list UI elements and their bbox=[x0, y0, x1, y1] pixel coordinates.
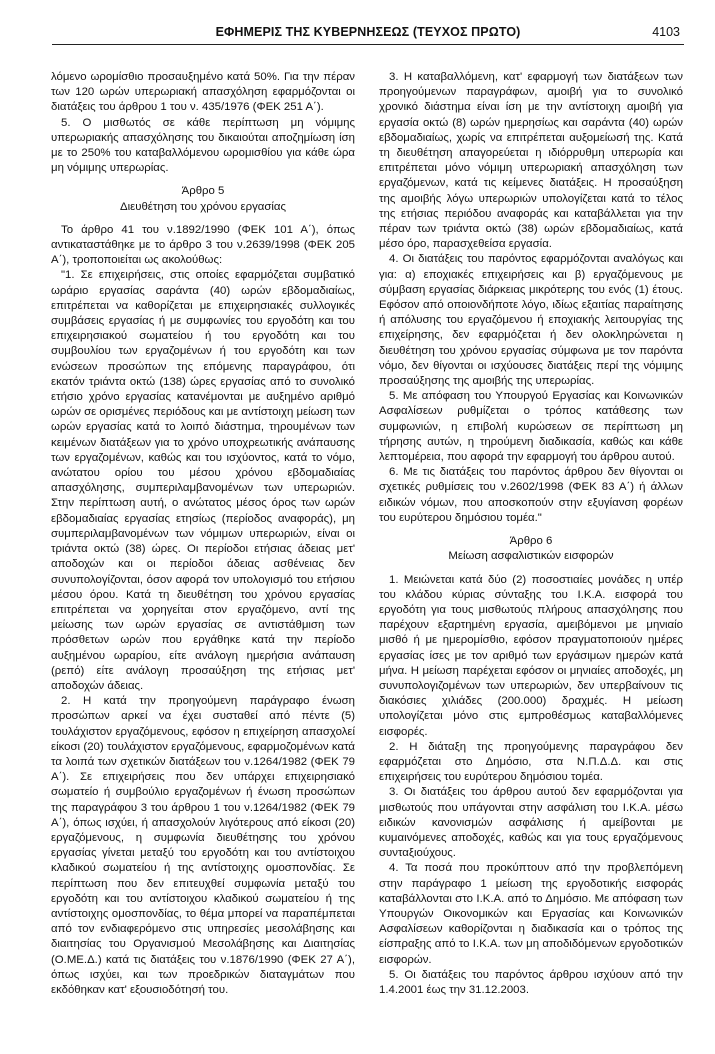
right-column bbox=[379, 70, 683, 998]
article-number: Άρθρο 6 bbox=[509, 535, 553, 548]
paragraph: 1. Μειώνεται κατά δύο (2) ποσοστιαίες μονάδες η υπέρ του κλάδου κύριας σύνταξης του Ι.Κ.Α. εισφορά του εργοδότη για τους μισθωτούς πλήρους απασχόλησης που παρέχουν εξαρτημένη εργασία, αμειβόμενοι με μηνιαίο μισθό ή με ημερομίσθιο, εφόσον πραγματοποιούν ημέρες εργασίας ίσες με τον αριθμό των εργάσιμων ημερών κατά μήνα. Η μείωση παρέχεται εφόσον οι μηνιαίες αποδοχές, μη συνυπολογιζομένων των υπερωριών, δεν υπερβαίνουν τις διακόσιες χιλιάδες (200.000) δραχμές. Η μείωση υπολογίζεται μόνο στις εμπροθέσμως καταβαλλόμενες εισφορές. bbox=[379, 573, 683, 738]
paragraph: 3. Οι διατάξεις του άρθρου αυτού δεν εφαρμόζονται για μισθωτούς που υπάγονται στην ασφάλιση του Ι.Κ.Α. μέσω ειδικών κανονισμών ασφάλισης ή αμείβονται με κυμαινόμενες αποδοχές, καθώς και για τους εργαζόμενους συνταξιούχους. bbox=[379, 786, 683, 860]
article-title: Μείωση ασφαλιστικών εισφορών bbox=[448, 550, 614, 563]
page-number: 4103 bbox=[652, 25, 680, 39]
page-header bbox=[52, 24, 684, 45]
paragraph: 4. Οι διατάξεις του παρόντος εφαρμόζονται αναλόγως και για: α) εποχιακές επιχειρήσεις και β) εργαζόμενους με σύμβαση εργασίας διάρκειας μικρότερης του ενός (1) έτους. Εφόσον από οποιονδήποτε λόγο, ιδίως εξαιτίας παραίτησης ή απόλυσης του εργαζόμενου ή εποχιακής λειτουργίας της επιχείρησης, δεν εφαρμόζεται ή δεν ολοκληρώνεται η διευθέτηση του χρόνου εργασίας σύμφωνα με τον παρόντα νόμο, δεν θίγονται οι ισχύουσες διατάξεις περί της νόμιμης προσαύξησης της αμοιβής της υπερωρίας. bbox=[379, 253, 683, 388]
left-column bbox=[51, 70, 355, 998]
article-number: Άρθρο 5 bbox=[181, 185, 225, 198]
paragraph: 3. Η καταβαλλόμενη, κατ' εφαρμογή των διατάξεων των προηγούμενων παραγράφων, αμοιβή για το συνολικό χρονικό διάστημα είναι ίση με την αντίστοιχη αμοιβή για εργασία οκτώ (8) ωρών ημερησίως και σαράντα (40) ωρών εβδομαδιαίως, χωρίς να επιτρέπεται αυξομείωσή της. Κατά τη διευθέτηση απαγορεύεται η ιδιόρρυθμη υπερωρία και επιτρέπεται μόνο νόμιμη υπερωριακή απασχόληση των εργαζόμενων, κατά τις κείμενες διατάξεις. Η προσαύξηση της αμοιβής λόγω υπερωριών υπολογίζεται κατά το τέλος της ετήσιας περιόδου αναφοράς και καταβάλλεται για την πέραν των τριάντα οκτώ (38) ωρών εβδομαδιαίως, κατά μέσο όρο, παρασχεθείσα εργασία. bbox=[379, 71, 683, 251]
paragraph: 2. Η κατά την προηγούμενη παράγραφο ένωση προσώπων αρκεί να έχει συσταθεί από πέντε (5) τουλάχιστον εργαζόμενους, εφόσον η επιχείρηση απασχολεί είκοσι (20) τουλάχιστον εργαζόμενους, εφαρμοζομένων κατά τα λοιπά των σχετικών διατάξεων του ν.1264/1982 (ΦΕΚ 79 Α΄). Σε επιχειρήσεις που δεν υπάρχει επιχειρησιακό σωματείο ή συμβούλιο εργαζομένων ή ένωση προσώπων της παραγράφου 3 του άρθρου 1 του ν.1264/1982 (ΦΕΚ 79 Α΄), όπως ισχύει, ή απασχολούν λιγότερους από είκοσι (20) εργαζόμενους, η συμφωνία διευθέτησης του χρόνου εργασίας γίνεται μεταξύ του εργοδότη και του αντίστοιχου κλαδικού σωματείου ή της αντίστοιχης ομοσπονδίας. Σε περίπτωση που δεν επιτευχθεί συμφωνία μεταξύ του εργοδότη και του αντίστοιχου κλαδικού σωματείου ή της αντίστοιχης ομοσπονδίας, το θέμα μπορεί να παραπέμπεται από τον ενδιαφερόμενο στις υπηρεσίες μεσολάβησης και διαιτησίας του Οργανισμού Μεσολάβησης και Διαιτησίας (Ο.ΜΕ.Δ.) κατά τις διατάξεις του ν.1876/1990 (ΦΕΚ 27 Α΄), όπως ισχύει, και των προεδρικών διαταγμάτων που εκδόθηκαν κατ' εξουσιοδότησή του. bbox=[51, 695, 355, 996]
paragraph: 6. Με τις διατάξεις του παρόντος άρθρου δεν θίγονται οι σχετικές ρυθμίσεις του ν.2602/1998 (ΦΕΚ 83 Α΄) ή άλλων ειδικών νόμων, που αποσκοπούν στην εξυγίανση φορέων του ευρύτερου δημόσιου τομέα." bbox=[379, 466, 683, 524]
paragraph: Το άρθρο 41 του ν.1892/1990 (ΦΕΚ 101 Α΄), όπως αντικαταστάθηκε με το άρθρο 3 του ν.2639/1998 (ΦΕΚ 205 Α΄), τροποποιείται ως ακολούθως: bbox=[51, 223, 355, 267]
paragraph: 4. Τα ποσά που προκύπτουν από την προβλεπόμενη στην παράγραφο 1 μείωση της εργοδοτικής εισφοράς καταβάλλονται στο Ι.Κ.Α. από το Δημόσιο. Με απόφαση των Υπουργών Οικονομικών και Εργασίας και Κοινωνικών Ασφαλίσεων καθορίζονται η διαδικασία και ο τρόπος της είσπραξης από το Ι.Κ.Α. των μη αποδιδόμενων εργοδοτικών εισφορών. bbox=[379, 862, 683, 966]
paragraph: 5. Ο μισθωτός σε κάθε περίπτωση μη νόμιμης υπερωριακής απασχόλησης του δικαιούται αποζημίωση ίση με το 250% του καταβαλλόμενου ωρομισθίου για κάθε ώρα μη νόμιμης υπερωρίας. bbox=[51, 116, 355, 175]
paragraph: "1. Σε επιχειρήσεις, στις οποίες εφαρμόζεται συμβατικό ωράριο εργασίας σαράντα (40) ωρών εβδομαδιαίως, επιτρέπεται να καθορίζεται με επιχειρησιακές συλλογικές συμβάσεις εργασίας ή με συμφωνίες του εργοδότη και του επιχειρησιακού σωματείου ή του εργοδότη και του συμβουλίου των εργαζομένων ή του εργοδότη και των ενώσεων προσώπων της επόμενης παραγράφου, ότι εκατόν τριάντα οκτώ (138) ώρες εργασίας από το συνολικό ετήσιο χρόνο εργασίας κατανέμονται με αυξημένο αριθμό ωρών σε ορισμένες περιόδους και με αντίστοιχη μείωση των ωρών εργασίας κατά το λοιπό διάστημα, τηρουμένων των κειμένων διατάξεων για το χρόνο υποχρεωτικής ανάπαυσης των εργαζομένων, καθώς και του ισχύοντος, κατά το νόμο, ανώτατου ορίου του μέσου χρόνου εβδομαδιαίας απασχόλησης, συμπεριλαμβανομένων των υπερωριών. Στην περίπτωση αυτή, ο ανώτατος μέσος όρος των ωρών εβδομαδιαίας εργασίας ετησίως (περίοδος αναφοράς), μη συμπεριλαμβανομένων των νόμιμων υπερωριών, είναι οι τριάντα οκτώ (38) ώρες. Οι περίοδοι ετήσιας άδειας μετ' αποδοχών και οι περίοδοι άδειας ασθένειας δεν συνυπολογίζονται, όσον αφορά τον υπολογισμό του ετήσιου μέσου όρου. Κατά τη διευθέτηση του χρόνου εργασίας επιτρέπεται να χορηγείται στον εργαζόμενο, αντί της μείωσης των ωρών εργασίας σε αντιστάθμιση των πρόσθετων ωρών που εργάθηκε κατά την περίοδο αυξημένου ωραρίου, είτε ανάλογη ημερήσια ανάπαυση (ρεπό) είτε ανάλογη προσαύξηση της ετήσιας μετ' αποδοχών άδειας. bbox=[51, 269, 355, 692]
paragraph: 5. Οι διατάξεις του παρόντος άρθρου ισχύουν από την 1.4.2001 έως την 31.12.2003. bbox=[379, 968, 683, 996]
paragraph: λόμενο ωρομίσθιο προσαυξημένο κατά 50%. Για την πέραν των 120 ωρών υπερωριακή απασχόληση εφαρμόζονται οι διατάξεις του άρθρου 1 του ν. 435/1976 (ΦΕΚ 251 Α΄). bbox=[51, 71, 355, 114]
paragraph: 5. Με απόφαση του Υπουργού Εργασίας και Κοινωνικών Ασφαλίσεων ρυθμίζεται ο τρόπος κατάθεσης των συμφωνιών, η επιβολή κυρώσεων σε περίπτωση μη τήρησης αυτών, η τηρούμενη διαδικασία, καθώς και κάθε λεπτομέρεια, που αφορά την εφαρμογή του άρθρου αυτού. bbox=[379, 390, 683, 464]
article-title: Διευθέτηση του χρόνου εργασίας bbox=[120, 200, 286, 213]
gazette-title: ΕΦΗΜΕΡΙΣ ΤΗΣ ΚΥΒΕΡΝΗΣΕΩΣ (ΤΕΥΧΟΣ ΠΡΩΤΟ) bbox=[215, 25, 521, 39]
paragraph: 2. Η διάταξη της προηγούμενης παραγράφου δεν εφαρμόζεται στο Δημόσιο, στα Ν.Π.Δ.Δ. και στις επιχειρήσεις του ευρύτερου δημόσιου τομέα. bbox=[379, 740, 683, 784]
